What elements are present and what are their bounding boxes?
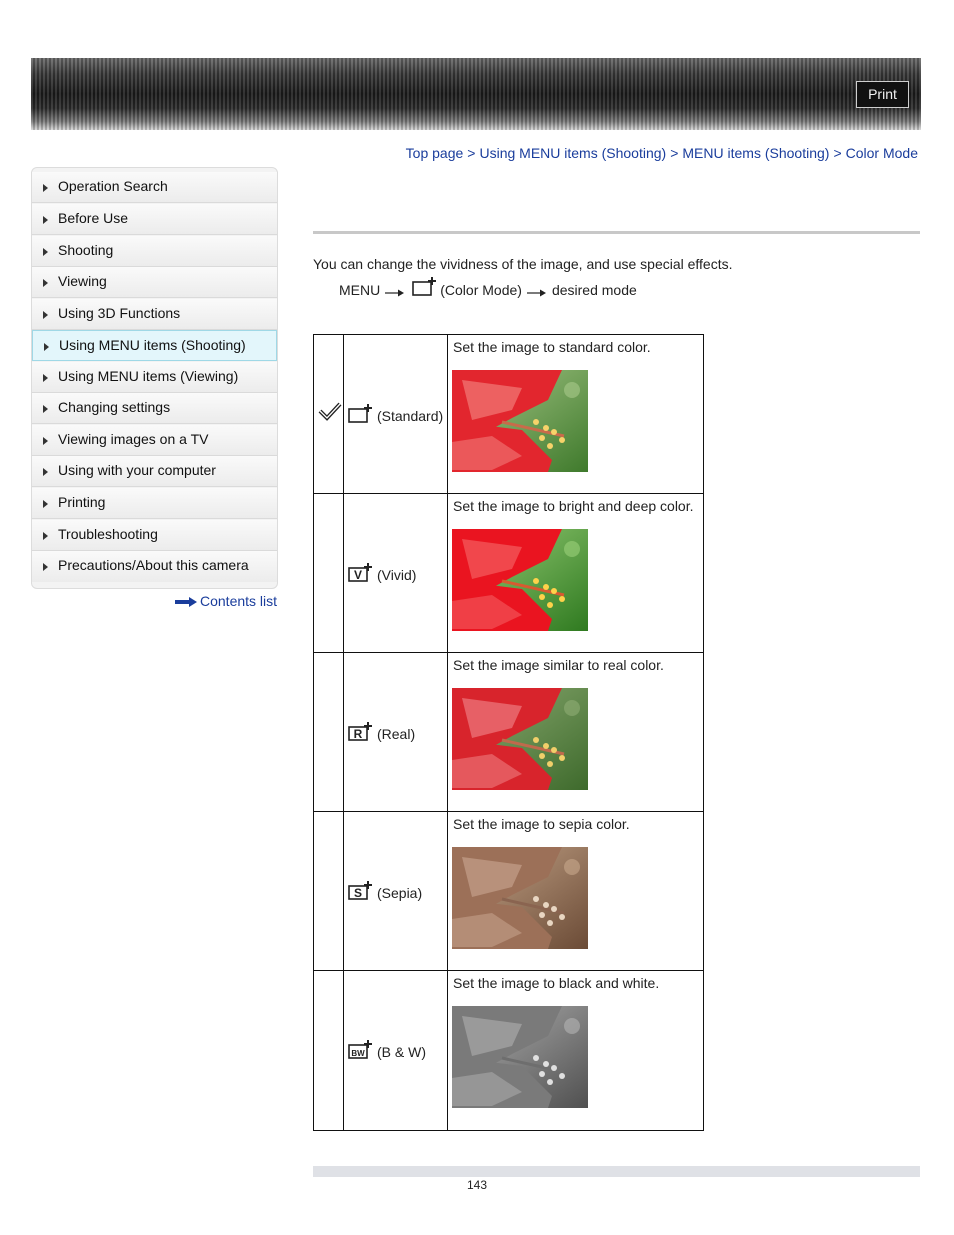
arrow-right-icon	[527, 285, 547, 295]
mode-description: Set the image similar to real color.	[453, 657, 664, 673]
sidebar-item-label: Printing	[58, 494, 106, 510]
sidebar-item-viewing[interactable]	[32, 267, 277, 298]
mode-name-cell	[344, 335, 448, 493]
sidebar-item-using-menu-items-shooting[interactable]	[32, 330, 277, 361]
triangle-right-icon	[43, 184, 48, 192]
triangle-right-icon	[43, 279, 48, 287]
sample-photo-sepia	[452, 847, 588, 949]
sample-photo-vivid	[452, 529, 588, 631]
sidebar-item-label: Viewing	[58, 273, 107, 289]
default-check-icon	[318, 401, 342, 424]
mode-label	[348, 1040, 426, 1063]
mode-name: (Real)	[377, 725, 416, 742]
mode-row	[314, 494, 703, 653]
sample-photo-bw	[452, 1006, 588, 1108]
breadcrumb-separator: >	[833, 145, 842, 161]
sample-photo-real	[452, 688, 588, 790]
contents-list-link[interactable]	[175, 593, 277, 610]
default-marker-cell	[314, 971, 344, 1130]
mode-description-cell	[448, 335, 703, 493]
sidebar-item-shooting[interactable]	[32, 236, 277, 267]
color-mode-table	[313, 334, 704, 1131]
mode-name-cell	[344, 653, 448, 811]
triangle-right-icon	[44, 343, 49, 351]
breadcrumb-color-mode[interactable]: Color Mode	[845, 145, 918, 161]
sidebar-nav	[31, 167, 278, 589]
default-marker-cell	[314, 335, 344, 493]
contents-list-label: Contents list	[200, 593, 278, 609]
triangle-right-icon	[43, 374, 48, 382]
svg-text:BW: BW	[351, 1049, 365, 1058]
sidebar-item-before-use[interactable]	[32, 204, 277, 235]
mode-label	[348, 722, 415, 745]
sidebar-item-changing-settings[interactable]	[32, 393, 277, 424]
mode-name-cell	[344, 812, 448, 970]
mode-description: Set the image to black and white.	[453, 975, 660, 991]
triangle-right-icon	[43, 563, 48, 571]
breadcrumb	[406, 145, 918, 161]
menu-path-target: desired mode	[551, 282, 637, 298]
color-mode-standard-icon	[412, 277, 438, 297]
triangle-right-icon	[43, 248, 48, 256]
triangle-right-icon	[43, 532, 48, 540]
breadcrumb-using-menu-items-shooting[interactable]: Using MENU items (Shooting)	[479, 145, 667, 161]
mode-row	[314, 812, 703, 971]
mode-label	[348, 563, 416, 586]
triangle-right-icon	[43, 311, 48, 319]
sidebar-item-precautions[interactable]	[32, 551, 277, 582]
mode-label	[348, 881, 422, 904]
sample-photo-standard	[452, 370, 588, 472]
triangle-right-icon	[43, 437, 48, 445]
mode-description-cell	[448, 494, 703, 652]
sidebar-item-label: Using MENU items (Shooting)	[59, 337, 246, 353]
sidebar-item-label: Precautions/About this camera	[58, 557, 249, 573]
sidebar-item-using-with-computer[interactable]	[32, 456, 277, 487]
sidebar-item-viewing-images-on-tv[interactable]	[32, 425, 277, 456]
svg-text:R: R	[353, 727, 363, 741]
mode-description: Set the image to standard color.	[453, 339, 651, 355]
default-marker-cell	[314, 653, 344, 811]
mode-description: Set the image to sepia color.	[453, 816, 630, 832]
mode-name: (B & W)	[377, 1043, 426, 1060]
menu-path-menu: MENU	[339, 282, 381, 298]
mode-name: (Sepia)	[377, 884, 423, 901]
sidebar-item-label: Using MENU items (Viewing)	[58, 368, 239, 384]
mode-row	[314, 335, 703, 494]
sidebar-item-label: Shooting	[58, 242, 114, 258]
footer-bar	[313, 1166, 920, 1177]
breadcrumb-separator: >	[467, 145, 476, 161]
menu-path-item: (Color Mode)	[440, 282, 522, 298]
mode-description-cell	[448, 812, 703, 970]
mode-name-cell	[344, 971, 448, 1130]
sidebar-item-label: Using 3D Functions	[58, 305, 181, 321]
sidebar-item-printing[interactable]	[32, 488, 277, 519]
mode-description-cell	[448, 971, 703, 1130]
sidebar-item-label: Operation Search	[58, 178, 168, 194]
color-mode-bw-icon	[348, 1040, 377, 1063]
sidebar-item-label: Before Use	[58, 210, 129, 226]
sidebar-item-label: Viewing images on a TV	[58, 431, 209, 447]
default-marker-cell	[314, 812, 344, 970]
mode-row	[314, 971, 703, 1130]
default-marker-cell	[314, 494, 344, 652]
mode-name: (Standard)	[377, 407, 444, 424]
mode-description-cell	[448, 653, 703, 811]
breadcrumb-menu-items-shooting[interactable]: MENU items (Shooting)	[682, 145, 830, 161]
color-mode-standard-icon	[348, 404, 377, 427]
color-mode-real-icon	[348, 722, 377, 745]
sidebar-item-label: Using with your computer	[58, 462, 216, 478]
sidebar-item-using-3d-functions[interactable]	[32, 299, 277, 330]
header-banner	[31, 58, 921, 130]
intro-text: You can change the vividness of the image, and use special effects.	[313, 256, 733, 272]
arrow-right-icon	[385, 285, 405, 295]
svg-text:S: S	[353, 886, 363, 900]
menu-path	[339, 280, 637, 300]
mode-label	[348, 404, 443, 427]
sidebar-item-label: Troubleshooting	[58, 526, 158, 542]
triangle-right-icon	[43, 405, 48, 413]
sidebar-item-label: Changing settings	[58, 399, 171, 415]
arrow-right-icon	[175, 594, 197, 610]
mode-description: Set the image to bright and deep color.	[453, 498, 694, 514]
color-mode-sepia-icon	[348, 881, 377, 904]
breadcrumb-top-page[interactable]: Top page	[405, 145, 464, 161]
print-button[interactable]: Print	[856, 81, 909, 108]
title-divider	[313, 231, 920, 234]
page-number: 143	[467, 1178, 488, 1192]
triangle-right-icon	[43, 468, 48, 476]
mode-row	[314, 653, 703, 812]
svg-text:V: V	[353, 568, 363, 582]
sidebar-item-operation-search[interactable]	[32, 172, 277, 203]
triangle-right-icon	[43, 216, 48, 224]
color-mode-vivid-icon	[348, 563, 377, 586]
breadcrumb-separator: >	[670, 145, 679, 161]
mode-name-cell	[344, 494, 448, 652]
triangle-right-icon	[43, 500, 48, 508]
mode-name: (Vivid)	[377, 566, 417, 583]
sidebar-item-troubleshooting[interactable]	[32, 520, 277, 551]
sidebar-item-using-menu-items-viewing[interactable]	[32, 362, 277, 393]
